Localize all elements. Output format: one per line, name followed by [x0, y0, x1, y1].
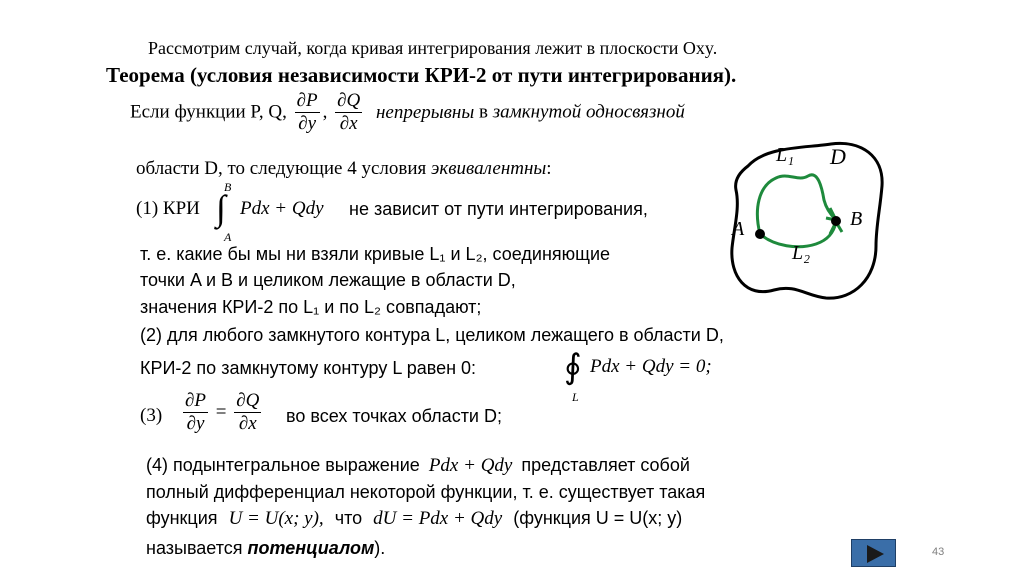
contour-integral-sign: ∮ — [564, 349, 582, 386]
condition-4-formula: Pdx + Qdy — [428, 455, 513, 476]
function-word: функция — [146, 508, 218, 528]
point-A — [755, 229, 765, 239]
integral-upper-limit: B — [224, 180, 232, 194]
frac-num: ∂Q — [236, 390, 260, 411]
closed-simply-connected: замкнутой односвязной — [492, 101, 685, 123]
called-word: называется — [146, 538, 243, 558]
integrand: Pdx + Qdy — [240, 198, 324, 219]
point-B — [831, 216, 841, 226]
contour-label: L — [572, 390, 579, 404]
condition-4-line-a — [146, 455, 690, 477]
condition-4-line-b: полный дифференциал некоторой функции, т. е. существует такая — [146, 482, 706, 502]
frac-den: ∂y — [298, 113, 317, 134]
condition-1-line-a: т. е. какие бы мы ни взяли кривые L₁ и L₂, соединяющие — [140, 244, 611, 264]
condition-2-line-b: КРИ-2 по замкнутому контуру L равен 0: — [140, 358, 477, 378]
label-A: A — [732, 218, 745, 240]
condition-3-label: (3) — [140, 405, 163, 426]
theorem-title: Теорема (условия независимости КРИ-2 от пути интегрирования). — [106, 63, 737, 87]
fraction-dQ-dx — [335, 90, 362, 135]
region-diagram-svg — [726, 138, 888, 304]
condition-4-line-c — [146, 508, 682, 530]
label-L1: L₁ — [776, 144, 795, 166]
integral-lower-limit: A — [224, 230, 232, 244]
if-text: Если функции P, Q, — [130, 101, 287, 123]
equivalent-word: эквивалентны — [431, 158, 547, 179]
frac-den: ∂y — [186, 413, 205, 434]
condition-2-line-a: (2) для любого замкнутого контура L, целиком лежащего в области D, — [140, 325, 724, 345]
integral-sign: ∫ — [216, 188, 226, 228]
fraction-dP-dy — [295, 90, 320, 135]
condition-4-end: представляет собой — [521, 455, 690, 475]
label-D: D — [830, 144, 846, 169]
in-word: в — [478, 101, 488, 123]
equivalence-line — [136, 158, 552, 180]
continuous-word: непрерывны — [376, 101, 475, 123]
function-note: (функция U = U(x; y) — [513, 508, 683, 528]
closing-paren: ). — [374, 538, 386, 558]
play-arrow-icon — [852, 540, 897, 568]
frac-den: ∂x — [339, 113, 358, 134]
condition-3-rest: во всех точках области D; — [286, 406, 502, 426]
region-diagram — [726, 138, 888, 304]
frac-num: ∂P — [296, 90, 318, 111]
equivalence-start: области D, то следующие 4 условия — [136, 158, 427, 179]
differential-formula: dU = Pdx + Qdy — [373, 508, 503, 529]
condition-1-rest: не зависит от пути интегрирования, — [349, 199, 648, 219]
that-word: что — [334, 508, 363, 528]
frac-den: ∂x — [238, 413, 257, 434]
intro-text: Рассмотрим случай, когда кривая интегрирования лежит в плоскости Oxy. — [148, 38, 718, 58]
fraction-dP-dy — [183, 390, 208, 435]
condition-1-line-c: значения КРИ-2 по L₁ и по L₂ совпадают; — [140, 297, 482, 317]
potential-word: потенциалом — [247, 538, 375, 558]
condition-4-start: (4) подынтегральное выражение — [146, 455, 420, 475]
potential-function: U = U(x; y), — [228, 508, 324, 529]
frac-num: ∂P — [185, 390, 206, 411]
label-B: B — [850, 208, 863, 230]
contour-formula: Pdx + Qdy = 0; — [590, 356, 712, 377]
equals-sign: = — [215, 401, 227, 423]
frac-num: ∂Q — [337, 90, 361, 111]
condition-3-equation — [180, 390, 264, 435]
condition-4-line-d — [146, 538, 385, 559]
next-slide-button[interactable] — [851, 539, 896, 567]
condition-intro-line: Если функции P, Q, $\frac{\partial P}{\partial y}$ , $\frac{\partial Q}{\partial x}$ непрерывны в замкнутой односвязной — [130, 90, 685, 134]
colon: : — [546, 158, 552, 179]
page-number: 43 — [932, 546, 945, 558]
label-L2: L₂ — [792, 242, 811, 264]
condition-1-label: (1) КРИ — [136, 198, 200, 219]
fraction-dQ-dx — [234, 390, 261, 435]
condition-1-line-b: точки A и B и целиком лежащие в области D, — [140, 270, 516, 290]
curve-L1 — [757, 175, 836, 234]
